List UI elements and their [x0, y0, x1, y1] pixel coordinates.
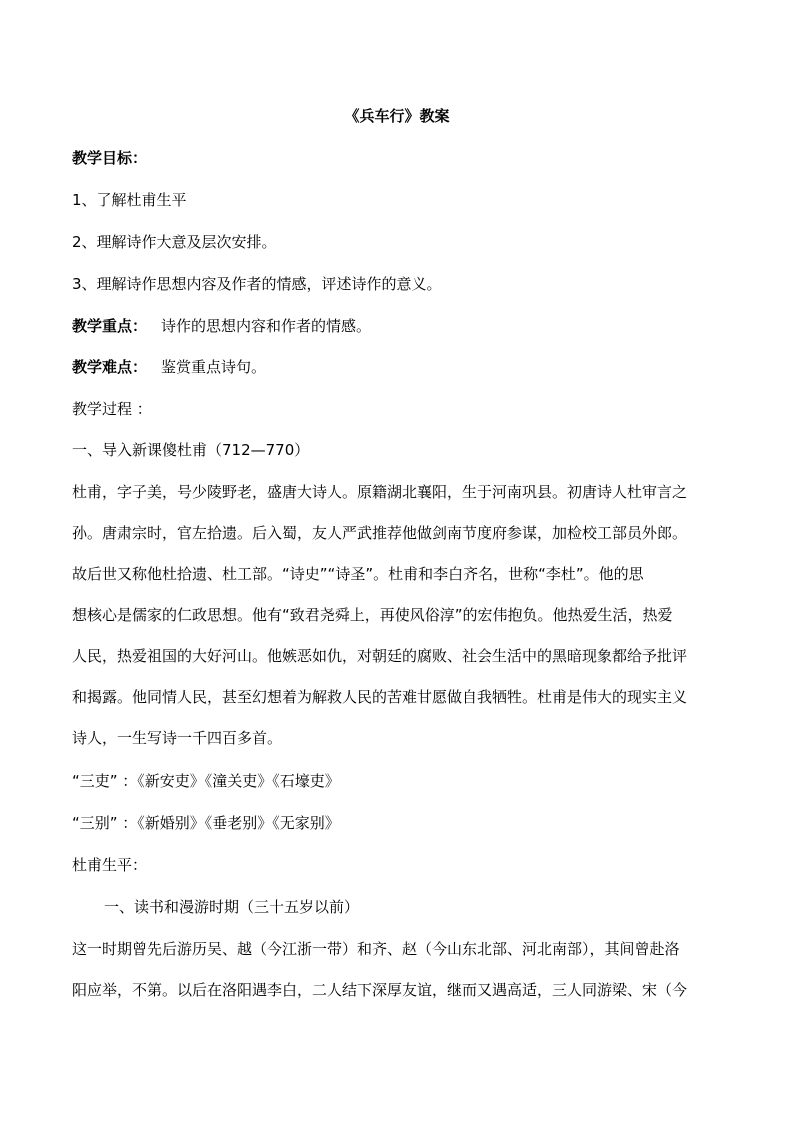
biography-line: 想核心是儒家的仁政思想。他有“致君尧舜上，再使风俗淳”的宏伟抱负。他热爱生活，热爱 — [72, 606, 673, 624]
biography-line: 和揭露。他同情人民，甚至幻想着为解救人民的苦难甘愿做自我牺牲。杜甫是伟大的现实主义 — [72, 688, 688, 706]
three-farewells-line: “三别” ：《新婚别》《垂老别》《无家别》 — [72, 814, 340, 832]
key-point-label: 教学重点： — [72, 317, 148, 335]
section-one-heading: 一、导入新课傻杜甫（712—770） — [72, 441, 310, 459]
biography-line: 人民，热爱祖国的大好河山。他嫉恶如仇，对朝廷的腐败、社会生活中的黑暗现象都给予批评 — [72, 647, 688, 665]
period-one-line: 这一时期曾先后游历吴、越（今江浙一带）和齐、赵（今山东北部、河北南部），其间曾赴洛 — [72, 940, 680, 958]
objective-item-3: 3、理解诗作思想内容及作者的情感，评述诗作的意义。 — [72, 275, 442, 293]
process-heading: 教学过程 ： — [72, 400, 152, 418]
objective-item-2: 2、理解诗作大意及层次安排。 — [72, 233, 277, 251]
key-point-row — [72, 316, 722, 336]
life-heading: 杜甫生平： — [72, 856, 148, 874]
objectives-heading: 教学目标： — [72, 149, 148, 167]
objective-item-1: 1、了解杜甫生平 — [72, 191, 187, 209]
difficult-point-text: 鉴赏重点诗句。 — [161, 358, 267, 376]
biography-line: 孙。唐肃宗时，官左拾遗。后入蜀，友人严武推荐他做剑南节度府参谋，加检校工部员外郎。 — [72, 524, 688, 542]
period-one-line: 阳应举，不第。以后在洛阳遇李白，二人结下深厚友谊，继而又遇高适，三人同游梁、宋（今 — [72, 981, 688, 999]
document-title: 《兵车行》教案 — [344, 107, 450, 125]
biography-line: 故后世又称他杜拾遗、杜工部。“诗史”“诗圣”。杜甫和李白齐名，世称“李杜”。他的思 — [72, 565, 644, 583]
biography-line: 杜甫，字子美，号少陵野老，盛唐大诗人。原籍湖北襄阳，生于河南巩县。初唐诗人杜审言之 — [72, 483, 688, 501]
biography-paragraph — [72, 482, 722, 769]
biography-line: 诗人，一生写诗一千四百多首。 — [72, 729, 283, 747]
period-one-paragraph — [72, 939, 722, 1021]
difficult-point-label: 教学难点： — [72, 358, 148, 376]
three-officials-line: “三吏” ：《新安吏》《潼关吏》《石壕吏》 — [72, 772, 340, 790]
difficult-point-row — [72, 357, 722, 377]
period-one-heading: 一、读书和漫游时期（三十五岁以前） — [104, 898, 360, 916]
key-point-text: 诗作的思想内容和作者的情感。 — [161, 317, 372, 335]
